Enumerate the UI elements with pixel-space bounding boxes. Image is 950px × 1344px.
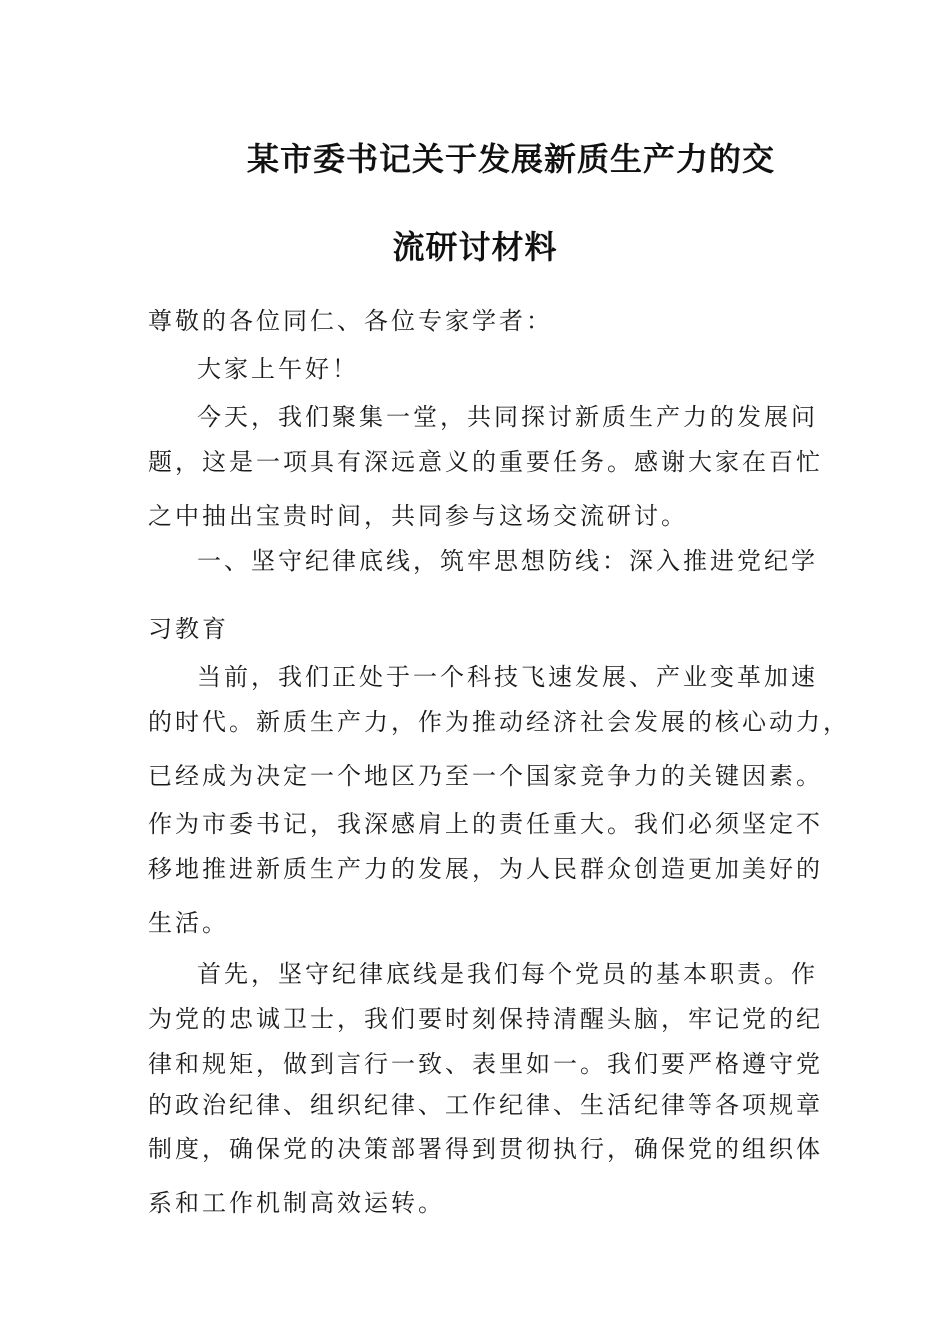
title-line-1: 某市委书记关于发展新质生产力的交 xyxy=(246,140,775,178)
paragraph-line: 移地推进新质生产力的发展，为人民群众创造更加美好的 xyxy=(148,855,823,883)
paragraph-line: 为党的忠诚卫士，我们要时刻保持清醒头脑，牢记党的纪 xyxy=(148,1005,823,1033)
section-heading-line: 习教育 xyxy=(148,615,229,643)
paragraph-line: 的政治纪律、组织纪律、工作纪律、生活纪律等各项规章 xyxy=(148,1091,823,1119)
salutation: 尊敬的各位同仁、各位专家学者： xyxy=(148,307,553,335)
paragraph-line: 之中抽出宝贵时间，共同参与这场交流研讨。 xyxy=(148,502,688,530)
paragraph-line: 题，这是一项具有深远意义的重要任务。感谢大家在百忙 xyxy=(148,448,823,476)
paragraph-line: 已经成为决定一个地区乃至一个国家竞争力的关键因素。 xyxy=(148,762,823,790)
paragraph-line: 制度，确保党的决策部署得到贯彻执行，确保党的组织体 xyxy=(148,1135,823,1163)
paragraph-line: 的时代。新质生产力，作为推动经济社会发展的核心动力， xyxy=(148,708,850,736)
greeting: 大家上午好！ xyxy=(197,355,359,383)
paragraph-line: 当前，我们正处于一个科技飞速发展、产业变革加速 xyxy=(197,663,818,691)
paragraph-line: 首先，坚守纪律底线是我们每个党员的基本职责。作 xyxy=(197,960,818,988)
paragraph-line: 今天，我们聚集一堂，共同探讨新质生产力的发展问 xyxy=(197,403,818,431)
section-heading-line: 一、坚守纪律底线，筑牢思想防线：深入推进党纪学 xyxy=(197,547,818,575)
paragraph-line: 系和工作机制高效运转。 xyxy=(148,1189,445,1217)
paragraph-line: 生活。 xyxy=(148,909,229,937)
paragraph-line: 律和规矩，做到言行一致、表里如一。我们要严格遵守党 xyxy=(148,1050,823,1078)
title-line-2: 流研讨材料 xyxy=(392,228,558,266)
paragraph-line: 作为市委书记，我深感肩上的责任重大。我们必须坚定不 xyxy=(148,810,823,838)
